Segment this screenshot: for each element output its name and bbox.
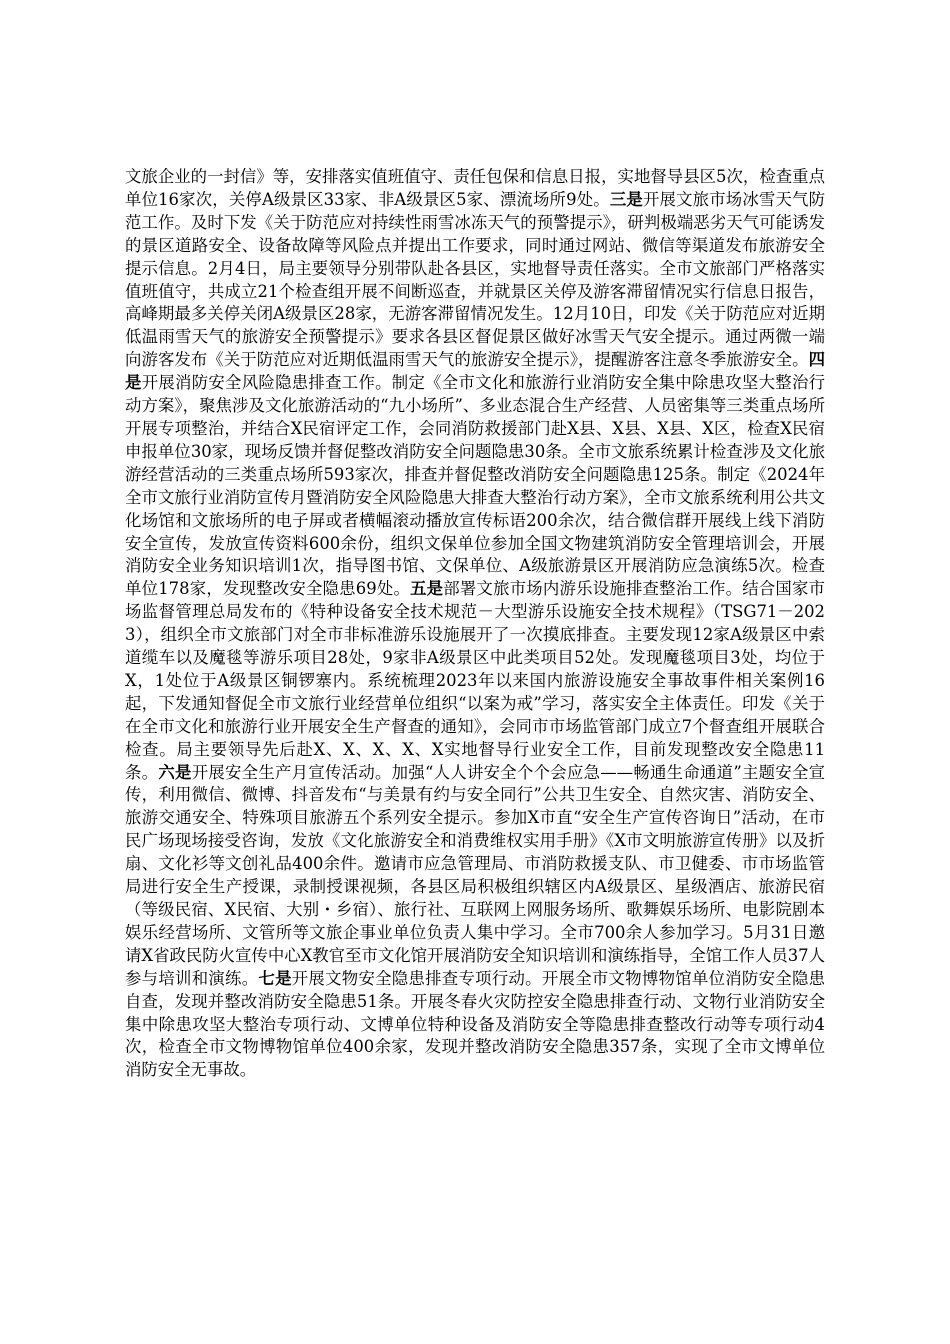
section-marker-five: 五是 (410, 579, 444, 599)
section-marker-three: 三是 (609, 189, 643, 209)
body-paragraph (125, 166, 825, 1082)
text-segment: 开展安全生产月宣传活动。加强“人人讲安全个个会应急——畅通生命通道”主题安全宣传，利用微信、微博、抖音发布“与美景有约与安全同行”公共卫生安全、自然灾害、消防安全、旅游交通安全、特殊项目旅游五个系列安全提示。参加X市直“安全生产宣传咨询日”活动，在市民广场现场接受咨询，发放《文化旅游安全和消费维权实用手册》《X市文明旅游宣传册》以及折扇、文化衫等文创礼品400余件。邀请市应急管理局、市消防救援支队、市卫健委、市市场监管局进行安全生产授课，录制授课视频，各县区局积极组织辖区内A级景区、星级酒店、旅游民宿（等级民宿、X民宿、大别・乡宿）、旅行社、互联网上网服务场所、歌舞娱乐场所、电影院剧本娱乐经营场所、文管所等文旅企事业单位负责人集中学习。全市700余人参加学习。5月31日邀请X省政民防火宣传中心X教官至市文化馆开展消防安全知识培训和演练指导，全馆工作人员37人参与培训和演练。 (125, 762, 826, 988)
text-segment: 开展文物安全隐患排查专项行动。开展全市文物博物馆单位消防安全隐患自查，发现并整改消防安全隐患51条。开展冬春火灾防控安全隐患排查行动、文物行业消防安全集中除患攻坚大整治专项行动、文博单位特种设备及消防安全等隐患排查整改行动等专项行动4次，检查全市文物博物馆单位400余家，发现并整改消防安全隐患357条，实现了全市文博单位消防安全无事故。 (125, 968, 826, 1080)
text-segment: 文旅企业的一封信》等，安排落实值班值守、责任包保和信息日报，实地督导县区5次，检查重点单位16家次，关停A级景区33家、非A级景区5家、漂流场所9处。 (125, 167, 825, 209)
section-marker-seven: 七是 (258, 968, 292, 988)
text-segment: 开展文旅市场冰雪天气防范工作。及时下发《关于防范应对持续性雨雪冰冻天气的预警提示》，研判极端恶劣天气可能诱发的景区道路安全、设备故障等风险点并提出工作要求，同时通过网站、微信等渠道发布旅游安全提示信息。2月4日，局主要领导分别带队赴各县区，实地督导责任落实。全市文旅部门严格落实值班值守，共成立21个检查组开展不间断巡查，并就景区关停及游客滞留情况实行信息日报告，高峰期最多关停关闭A级景区28家，无游客滞留情况发生。12月10日，印发《关于防范应对近期低温雨雪天气的旅游安全预警提示》要求各县区督促景区做好冰雪天气安全提示。通过两微一端向游客发布《关于防范应对近期低温雨雪天气的旅游安全提示》，提醒游客注意冬季旅游安全。 (125, 189, 826, 370)
text-segment: 部署文旅市场内游乐设施排查整治工作。结合国家市场监督管理总局发布的《特种设备安全技术规范－大型游乐设施安全技术规程》（TSG71－2023），组织全市文旅部门对全市非标准游乐设施展开了一次摸底排查。主要发现12家A级景区中索道缆车以及魔毯等游乐项目28处，9家非A级景区中此类项目52处。发现魔毯项目3处，均位于X，1处位于A级景区铜锣寨内。系统梳理2023年以来国内旅游设施安全事故事件相关案例16起，下发通知督促全市文旅行业经营单位组织“以案为戒”学习，落实安全主体责任。印发《关于在全市文化和旅游行业开展安全生产督查的通知》，会同市市场监管部门成立7个督查组开展联合检查。局主要领导先后赴X、X、X、X、X实地督导行业安全工作，目前发现整改安全隐患11条。 (125, 579, 826, 782)
text-segment: 开展消防安全风险隐患排查工作。制定《全市文化和旅游行业消防安全集中除患攻坚大整治行动方案》，聚焦涉及文化旅游活动的“九小场所”、多业态混合生产经营、人员密集等三类重点场所开展专项整治，并结合X民宿评定工作，会同消防救援部门赴X县、X县、X县、X区，检查X民宿申报单位30家，现场反馈并督促整改消防安全问题隐患30条。全市文旅系统累计检查涉及文化旅游经营活动的三类重点场所593家次，排查并督促整改消防安全问题隐患125条。制定《2024年全市文旅行业消防宣传月暨消防安全风险隐患大排查大整治行动方案》，全市文旅系统利用公共文化场馆和文旅场所的电子屏或者横幅滚动播放宣传标语200余次，结合微信群开展线上线下消防安全宣传，发放宣传资料600余份，组织文保单位参加全国文物建筑消防安全管理培训会，开展消防安全业务知识培训1次，指导图书馆、文保单位、A级旅游景区开展消防应急演练5次。检查单位178家，发现整改安全隐患69处。 (125, 373, 826, 599)
section-marker-four: 四是 (125, 350, 825, 393)
section-marker-six: 六是 (158, 762, 192, 782)
